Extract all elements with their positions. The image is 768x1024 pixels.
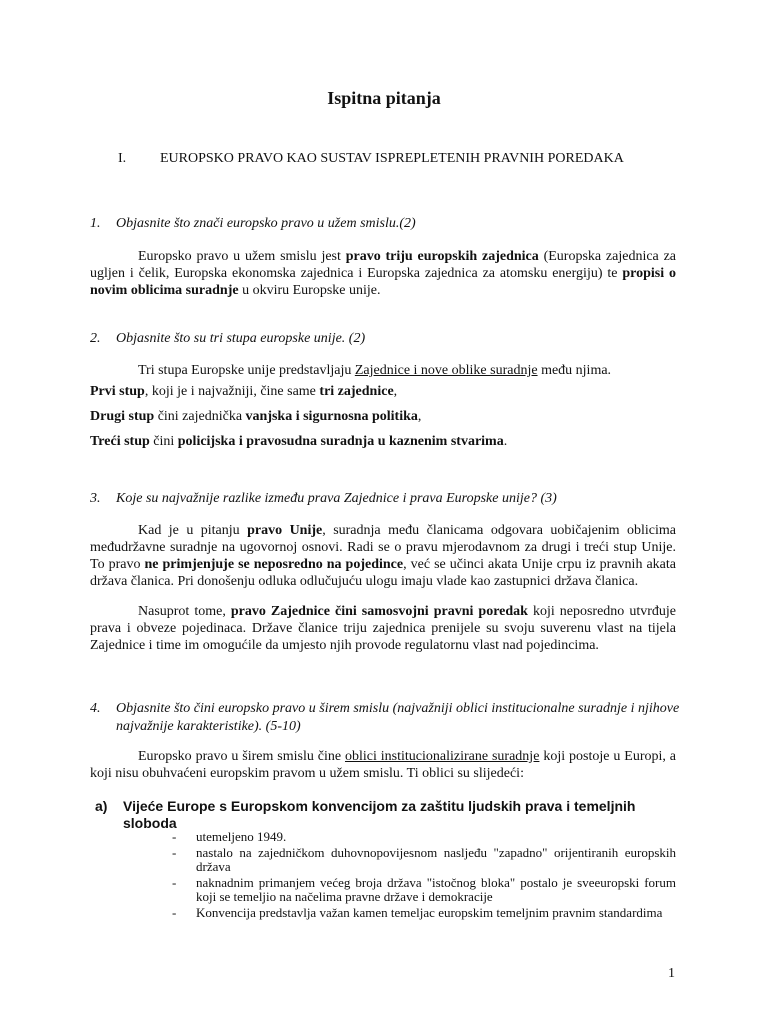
chapter-title: EUROPSKO PRAVO KAO SUSTAV ISPREPLETENIH PRAVNIH POREDAKA (160, 151, 624, 166)
underlined-run: Zajednice i nove oblike suradnje (354, 363, 538, 378)
text-run: koji neposredno utvrđuje prava i obveze pojedinaca. Države članice triju zajednica prenijele su svoju suverenu vlast na tijela Zajednice i time im omogućile da umjesto njih provode regulatornu vlast nad pojedincima. (90, 604, 676, 653)
question-4 (90, 700, 680, 736)
bold-run: tri zajednice (319, 384, 394, 399)
underlined-run: oblici institucionalizirane suradnje (344, 749, 540, 764)
answer-1-paragraph (90, 248, 676, 299)
text-run: , (417, 409, 422, 424)
question-number: 2. (90, 331, 101, 346)
list-item-text: Konvencija predstavlja važan kamen temeljac europskim temeljnim pravnim standardima (196, 905, 663, 920)
question-text: Objasnite što su tri stupa europske unije. (2) (116, 331, 366, 346)
list-item (172, 906, 676, 920)
section-number: a) (95, 798, 108, 814)
bold-run: Drugi stup (90, 409, 155, 424)
list-item-text: nastalo na zajedničkom duhovnopovijesnom nasljeđu "zapadno" orijentiranih europskih država (196, 845, 676, 874)
text-run: . (503, 434, 508, 449)
text-run: Tri stupa Europske unije predstavljaju (138, 363, 355, 378)
list-item (172, 876, 676, 904)
pillar-2-line (90, 409, 421, 425)
text-run: Europsko pravo u širem smislu čine (138, 749, 345, 764)
answer-3-paragraph (90, 522, 676, 590)
text-run: koji postoje u Europi, a koji nisu obuhvaćeni europskim pravom u užem smislu. Ti oblici su slijedeći: (90, 749, 677, 781)
question-2 (90, 330, 680, 348)
pillar-3-line (90, 434, 507, 450)
chapter-number: I. (118, 151, 127, 166)
text-run: , (393, 384, 398, 399)
question-1 (90, 215, 680, 233)
bold-run: pravo Zajednice čini samosvojni pravni poredak (230, 604, 528, 619)
section-a-heading (95, 798, 680, 832)
question-text: Objasnite što znači europsko pravo u užem smislu.(2) (116, 216, 416, 231)
answer-2-paragraph (90, 362, 676, 379)
bold-run: vanjska i sigurnosna politika (245, 409, 418, 424)
text-run: među njima. (537, 363, 612, 378)
section-title: Vijeće Europe s Europskom konvencijom za zaštitu ljudskih prava i temeljnih sloboda (123, 798, 636, 831)
answer-4-paragraph (90, 748, 676, 782)
bold-run: pravo triju europskih zajednica (345, 249, 539, 264)
text-run: čini (149, 434, 178, 449)
question-number: 1. (90, 216, 101, 231)
bold-run: propisi o novim oblicima suradnje (90, 266, 676, 298)
bold-run: Prvi stup (90, 384, 145, 399)
list-item (172, 846, 676, 874)
list-item-text: utemeljeno 1949. (196, 829, 287, 844)
question-3 (90, 490, 680, 508)
question-text: Objasnite što čini europsko pravo u širem smislu (najvažniji oblici institucionalne suradnje i njihove najvažnije karakteristike). (5-10) (116, 701, 680, 734)
bold-run: Treći stup (90, 434, 150, 449)
text-run: , suradnja među članicama odgovara uobičajenim oblicima međudržavne suradnje na ugovornoj osnovi. Radi se o pravu mjerodavnom za drugi i treći stup Unije. To pravo (90, 523, 677, 572)
list-item (172, 830, 676, 844)
question-number: 3. (90, 491, 101, 506)
text-run: , koji je i najvažniji, čine same (144, 384, 320, 399)
question-number: 4. (90, 701, 101, 716)
bold-run: pravo Unije (247, 523, 323, 538)
dash-bullet: - (172, 905, 177, 920)
text-run: u okviru Europske unije. (238, 283, 381, 298)
question-text: Koje su najvažnije razlike između prava Zajednice i prava Europske unije? (3) (116, 491, 557, 506)
text-run: čini zajednička (154, 409, 246, 424)
text-run: Nasuprot tome, (138, 604, 231, 619)
text-run: , već se učinci akata Unije crpu iz pravnih akata država članica. Pri donošenju odluka odlučujuću ulogu imaju vlade kao zastupnici država članica. (90, 557, 676, 589)
list-item-text: naknadnim primanjem većeg broja država "istočnog bloka" postalo je sveeuropski forum koji se temeljio na načelima pravne države i demokracije (196, 875, 676, 904)
dash-bullet: - (172, 829, 177, 844)
section-a-bullets (172, 830, 676, 922)
bold-run: ne primjenjuje se neposredno na pojedince (144, 557, 404, 572)
text-run: Kad je u pitanju (138, 523, 248, 538)
bold-run: policijska i pravosudna suradnja u kaznenim stvarima (177, 434, 504, 449)
text-run: (Europska zajednica za ugljen i čelik, Europska ekonomska zajednica i Europska zajednica za atomsku energiju) te (90, 249, 676, 281)
dash-bullet: - (172, 875, 177, 890)
pillar-1-line (90, 384, 397, 400)
page-number: 1 (668, 966, 675, 981)
answer-3-paragraph-2 (90, 603, 676, 654)
dash-bullet: - (172, 845, 177, 860)
text-run: Europsko pravo u užem smislu jest (138, 249, 346, 264)
page-title: Ispitna pitanja (327, 88, 441, 108)
chapter-heading (118, 150, 678, 168)
